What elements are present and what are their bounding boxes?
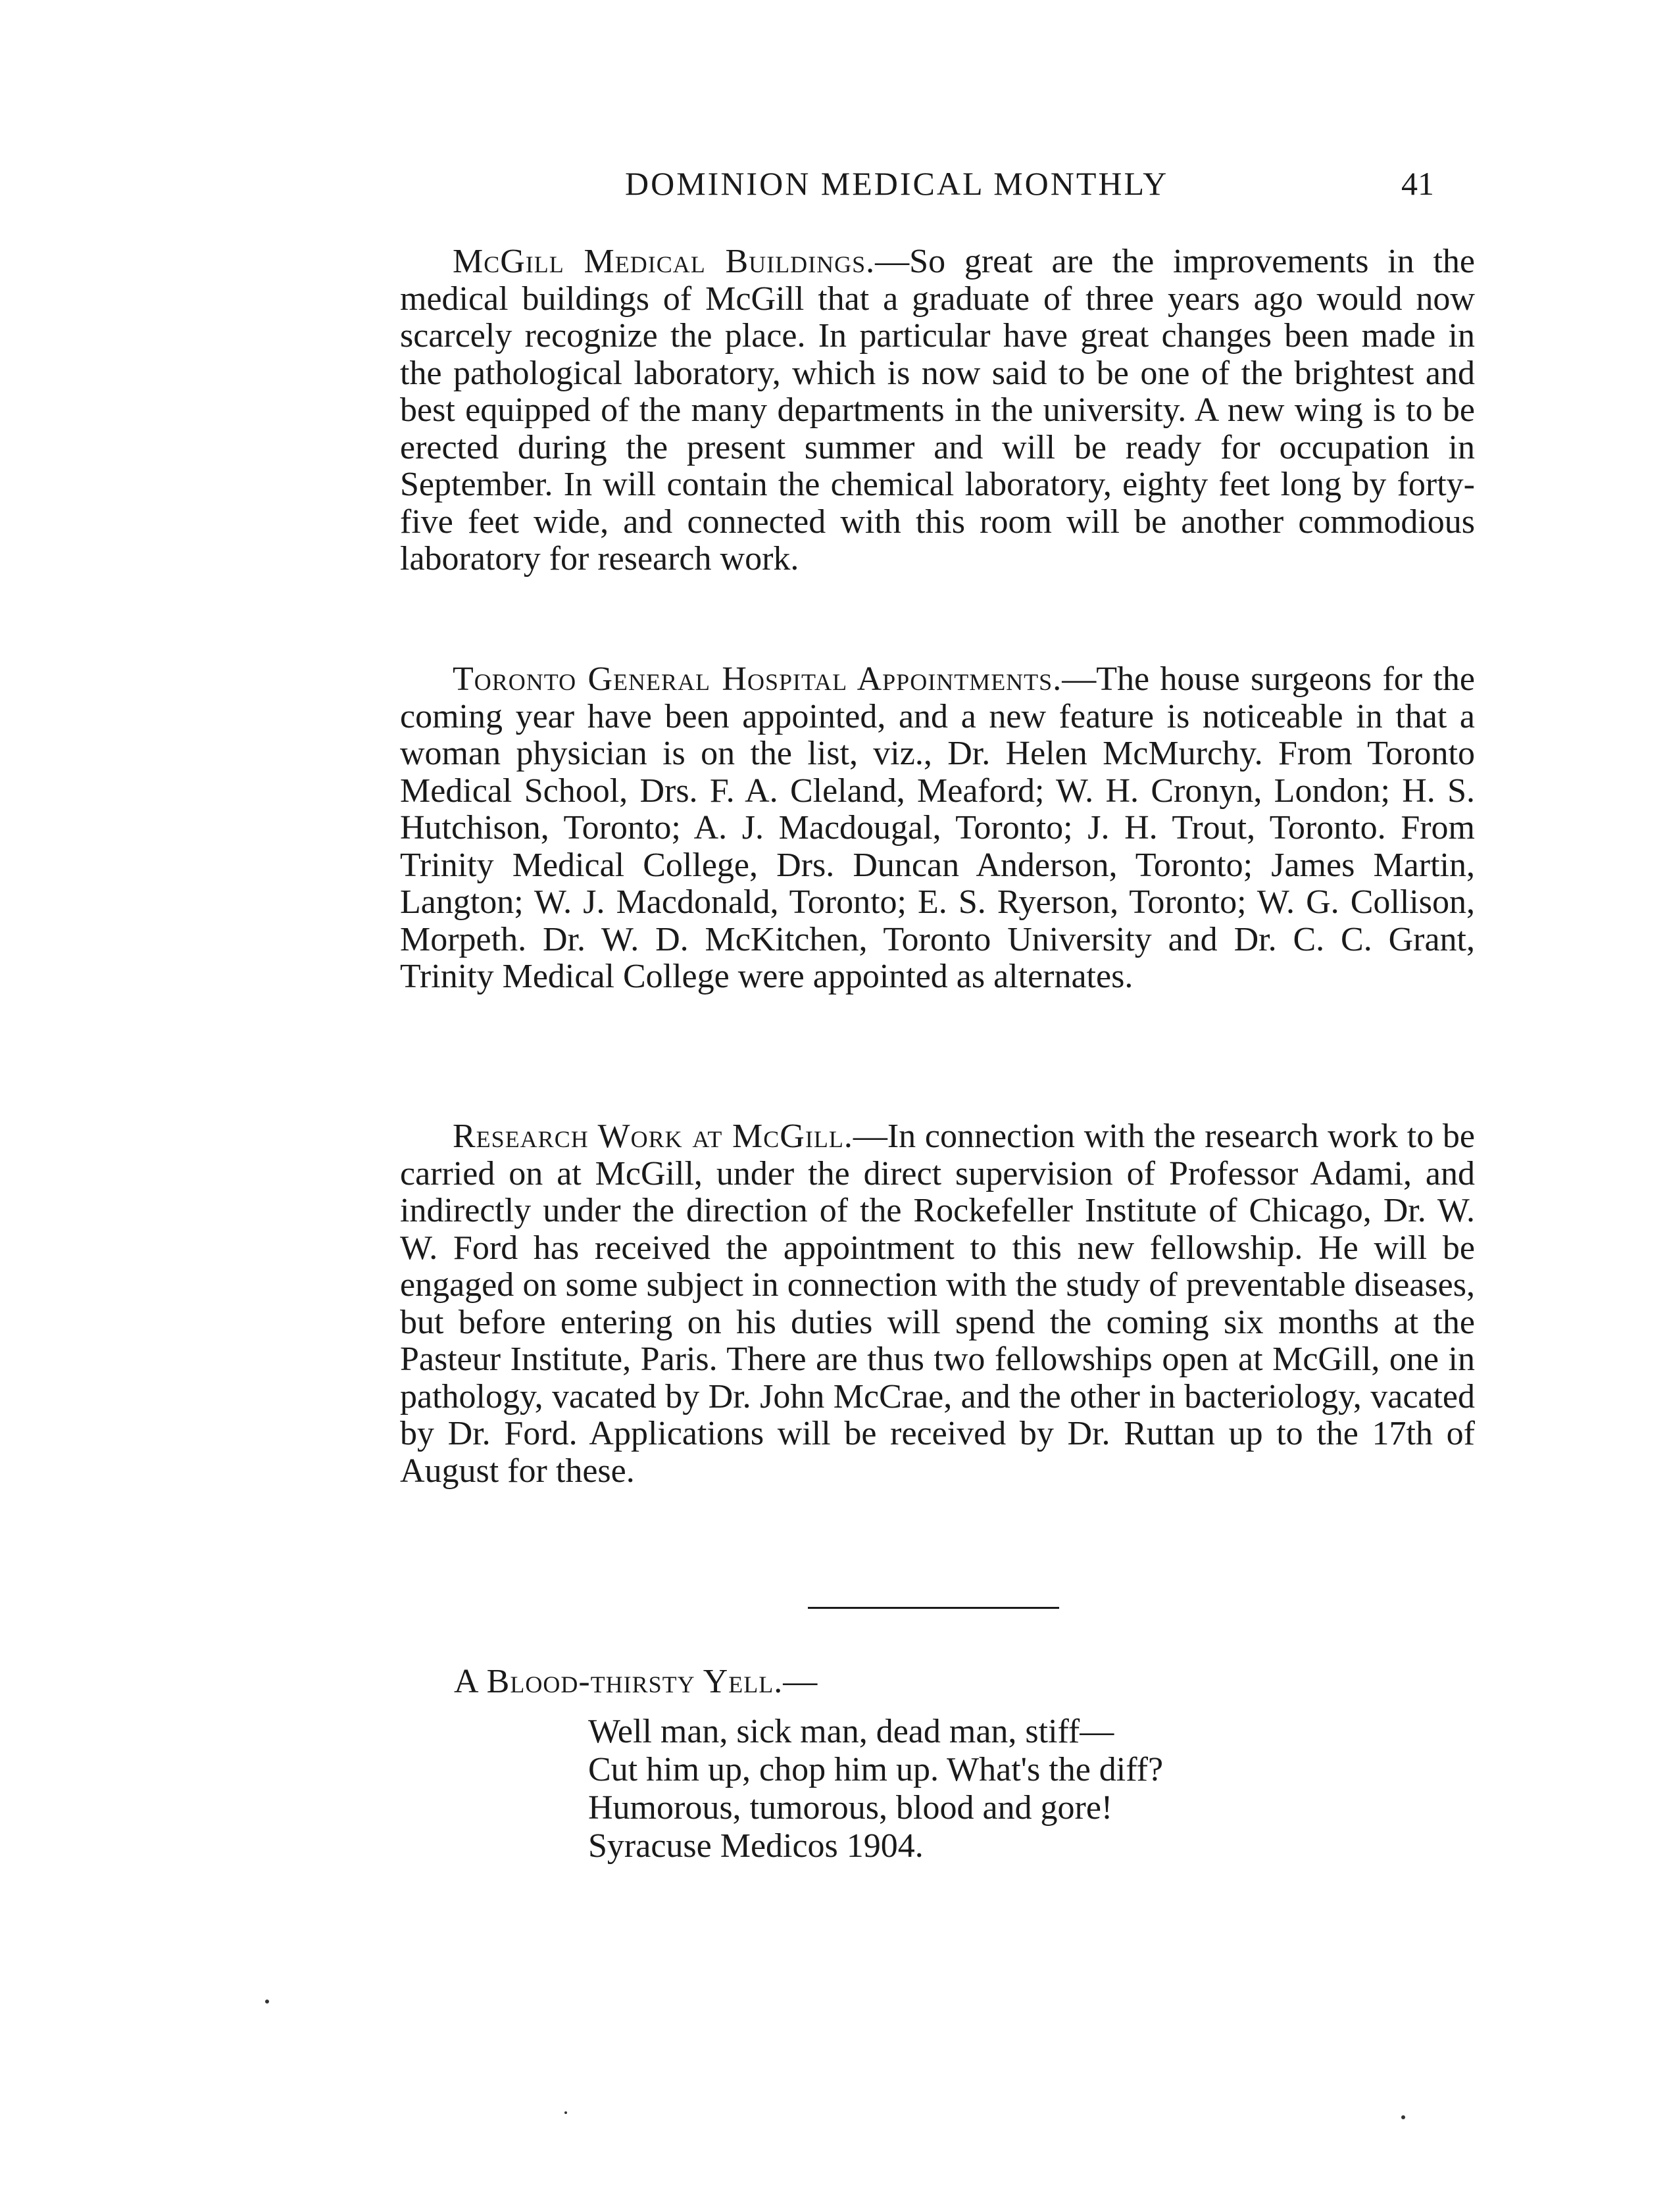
verse-block <box>588 1713 1163 1865</box>
article-toronto-appointments <box>400 661 1475 996</box>
article-mcgill-buildings <box>400 243 1475 578</box>
article-heading: Toronto General Hospital Appointments. <box>453 660 1062 698</box>
article-body: —The house surgeons for the coming year have been appointed, and a new feature is noticeable in that a woman physician is on the list, viz., Dr. Helen McMurchy. From Toronto Medical School, Drs. F. A. Cleland, Meaford; W. H. Cronyn, London; H. S. Hutchison, Toronto; A. J. Macdougal, Toronto; J. H. Trout, Toronto. From Trinity Medical College, Drs. Duncan Anderson, Toronto; James Martin, Langton; W. J. Macdonald, Toronto; E. S. Ryerson, Toronto; W. G. Collison, Morpeth. Dr. W. D. McKitchen, Toronto University and Dr. C. C. Grant, Trinity Medical College were appointed as alternates. <box>400 660 1476 995</box>
scan-speck <box>564 2111 567 2114</box>
verse-line: Syracuse Medicos 1904. <box>588 1827 924 1865</box>
running-title: DOMINION MEDICAL MONTHLY <box>625 165 1169 202</box>
scan-speck <box>265 2000 269 2003</box>
article-heading: Research Work at McGill. <box>453 1118 853 1155</box>
article-heading: McGill Medical Buildings. <box>453 243 876 280</box>
article-body: —So great are the improvements in the medical buildings of McGill that a graduate of three years ago would now scarcely recognize the place. In particular have great changes been made in the pathological laboratory, which is now said to be one of the brightest and best equipped of the many departments in the university. A new wing is to be erected during the present summer and will be ready for occupation in September. In will contain the chemical laboratory, eighty feet long by forty-five feet wide, and connected with this room will be another commodious laboratory for research work. <box>400 243 1475 578</box>
verse-line: Well man, sick man, dead man, stiff— <box>588 1713 1114 1750</box>
page-number: 41 <box>1401 165 1434 202</box>
scan-speck <box>1401 2115 1405 2119</box>
section-divider <box>808 1607 1059 1609</box>
verse-line: Humorous, tumorous, blood and gore! <box>588 1789 1113 1827</box>
article-research-work <box>400 1118 1475 1490</box>
verse-line: Cut him up, chop him up. What's the diff? <box>588 1751 1164 1788</box>
article-body: —In connection with the research work to be carried on at McGill, under the direct supervision of Professor Adami, and indirectly under the direction of the Rockefeller Institute of Chicago, Dr. W. W. Ford has received the appointment to this new fellowship. He will be engaged on some subject in connection with the study of preventable diseases, but before entering on his duties will spend the coming six months at the Pasteur Institute, Paris. There are thus two fellowships open at McGill, one in pathology, vacated by Dr. John McCrae, and the other in bacteriology, vacated by Dr. Ford. Applications will be received by Dr. Ruttan up to the 17th of August for these. <box>400 1118 1476 1490</box>
verse-heading: A Blood-thirsty Yell.— <box>454 1663 818 1700</box>
